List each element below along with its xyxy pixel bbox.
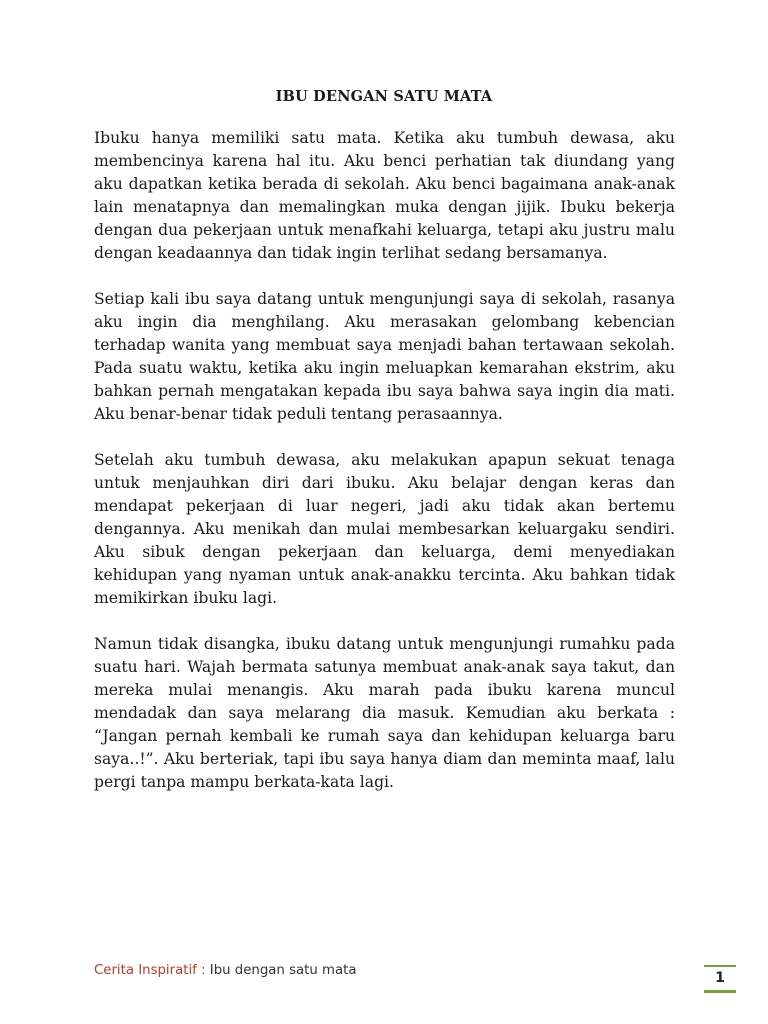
page-number-box xyxy=(704,965,736,993)
page-footer xyxy=(94,963,357,978)
paragraph-4: Namun tidak disangka, ibuku datang untuk mengunjungi rumahku pada suatu hari. Wajah bermata satunya membuat anak-anak saya takut, dan mereka mulai menangis. Aku marah pada ibuku karena muncul mendadak dan saya melarang dia masuk. Kemudian aku berkata : “Jangan pernah kembali ke rumah saya dan kehidupan keluarga baru saya..!”. Aku berteriak, tapi ibu saya hanya diam dan meminta maaf, lalu pergi tanpa mampu berkata-kata lagi. xyxy=(94,635,675,791)
footer-doc-title: Ibu dengan satu mata xyxy=(209,963,357,978)
footer-brand: Cerita Inspiratif xyxy=(94,963,197,978)
paragraph-3: Setelah aku tumbuh dewasa, aku melakukan apapun sekuat tenaga untuk menjauhkan diri dari ibuku. Aku belajar dengan keras dan mendapat pekerjaan di luar negeri, jadi aku tidak akan bertemu dengannya. Aku menikah dan mulai membesarkan keluargaku sendiri. Aku sibuk dengan pekerjaan dan keluarga, demi menyediakan kehidupan yang nyaman untuk anak-anakku tercinta. Aku bahkan tidak memikirkan ibuku lagi. xyxy=(94,451,675,607)
page-number: 1 xyxy=(715,970,725,986)
document-body xyxy=(94,127,675,817)
paragraph-2: Setiap kali ibu saya datang untuk mengunjungi saya di sekolah, rasanya aku ingin dia menghilang. Aku merasakan gelombang kebencian terhadap wanita yang membuat saya menjadi bahan tertawaan sekolah. Pada suatu waktu, ketika aku ingin meluapkan kemarahan ekstrim, aku bahkan pernah mengatakan kepada ibu saya bahwa saya ingin dia mati. Aku benar-benar tidak peduli tentang perasaannya. xyxy=(94,290,675,423)
footer-separator: : xyxy=(196,963,210,978)
paragraph-1: Ibuku hanya memiliki satu mata. Ketika aku tumbuh dewasa, aku membencinya karena hal itu. Aku benci perhatian tak diundang yang aku dapatkan ketika berada di sekolah. Aku benci bagaimana anak-anak lain menatapnya dan memalingkan muka dengan jijik. Ibuku bekerja dengan dua pekerjaan untuk menafkahi keluarga, tetapi aku justru malu dengan keadaannya dan tidak ingin terlihat sedang bersamanya. xyxy=(94,129,675,262)
document-title: IBU DENGAN SATU MATA xyxy=(275,88,493,105)
